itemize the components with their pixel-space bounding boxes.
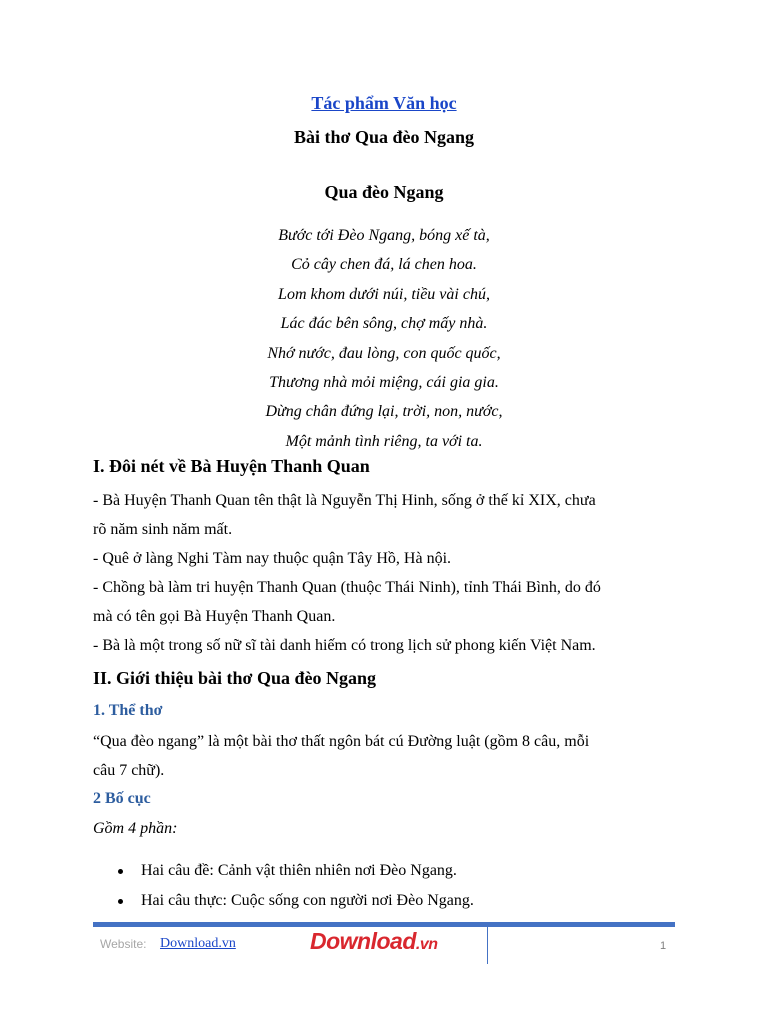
poem-line: Một mảnh tình riêng, ta với ta. bbox=[285, 432, 483, 450]
download-logo bbox=[310, 928, 438, 955]
section2-heading: II. Giới thiệu bài thơ Qua đèo Ngang bbox=[93, 668, 376, 688]
structure-intro: Gồm 4 phần: bbox=[93, 820, 178, 837]
footer-separator bbox=[487, 927, 488, 964]
document-title: Bài thơ Qua đèo Ngang bbox=[294, 127, 474, 147]
poem-line: Lác đác bên sông, chợ mấy nhà. bbox=[280, 315, 488, 333]
paragraph-line: câu 7 chữ). bbox=[93, 762, 165, 779]
paragraph-line: rõ năm sinh năm mất. bbox=[93, 521, 233, 538]
paragraph-line: - Chồng bà làm tri huyện Thanh Quan (thuộc Thái Ninh), tỉnh Thái Bình, do đó bbox=[93, 579, 601, 596]
paragraph-line: - Quê ở làng Nghi Tàm nay thuộc quận Tây Hồ, Hà nội. bbox=[93, 550, 452, 567]
list-item bbox=[93, 886, 683, 916]
footer-website-link[interactable]: Download.vn bbox=[160, 936, 236, 951]
footer-divider bbox=[93, 922, 675, 927]
paragraph-line: mà có tên gọi Bà Huyện Thanh Quan. bbox=[93, 608, 336, 625]
poem-line: Dừng chân đứng lại, trời, non, nước, bbox=[265, 403, 503, 421]
poem-line: Cỏ cây chen đá, lá chen hoa. bbox=[291, 256, 477, 274]
structure-list bbox=[93, 856, 683, 916]
footer-website-label: Website: bbox=[100, 937, 147, 951]
page-number: 1 bbox=[660, 940, 667, 952]
bullet-icon bbox=[118, 869, 123, 874]
poem-body bbox=[0, 221, 768, 456]
section1-heading: I. Đôi nét về Bà Huyện Thanh Quan bbox=[93, 456, 370, 476]
section1-paragraph bbox=[93, 486, 683, 660]
poem-line: Bước tới Đèo Ngang, bóng xế tà, bbox=[278, 227, 490, 244]
paragraph-line: - Bà là một trong số nữ sĩ tài danh hiếm có trong lịch sử phong kiến Việt Nam. bbox=[93, 637, 596, 654]
poem-title: Qua đèo Ngang bbox=[324, 182, 444, 202]
bullet-icon bbox=[118, 899, 123, 904]
poem-line: Thương nhà mỏi miệng, cái gia gia. bbox=[269, 373, 499, 391]
verse-form-paragraph bbox=[93, 727, 683, 785]
list-item-text: Hai câu đề: Cảnh vật thiên nhiên nơi Đèo Ngang. bbox=[141, 862, 457, 879]
paragraph-line: “Qua đèo ngang” là một bài thơ thất ngôn bát cú Đường luật (gồm 8 câu, mỗi bbox=[93, 733, 590, 750]
poem-line: Lom khom dưới núi, tiều vài chú, bbox=[278, 285, 490, 303]
logo-suffix-text: .vn bbox=[415, 936, 438, 953]
category-link[interactable]: Tác phẩm Văn học bbox=[311, 93, 457, 113]
paragraph-line: - Bà Huyện Thanh Quan tên thật là Nguyễn Thị Hinh, sống ở thế kỉ XIX, chưa bbox=[93, 492, 596, 509]
poem-line: Nhớ nước, đau lòng, con quốc quốc, bbox=[267, 344, 501, 362]
list-item bbox=[93, 856, 683, 886]
list-item-text: Hai câu thực: Cuộc sống con người nơi Đèo Ngang. bbox=[141, 892, 474, 909]
subheading-structure: 2 Bố cục bbox=[93, 790, 151, 807]
subheading-verse-form: 1. Thể thơ bbox=[93, 702, 163, 719]
logo-main-text: Download bbox=[310, 928, 416, 954]
